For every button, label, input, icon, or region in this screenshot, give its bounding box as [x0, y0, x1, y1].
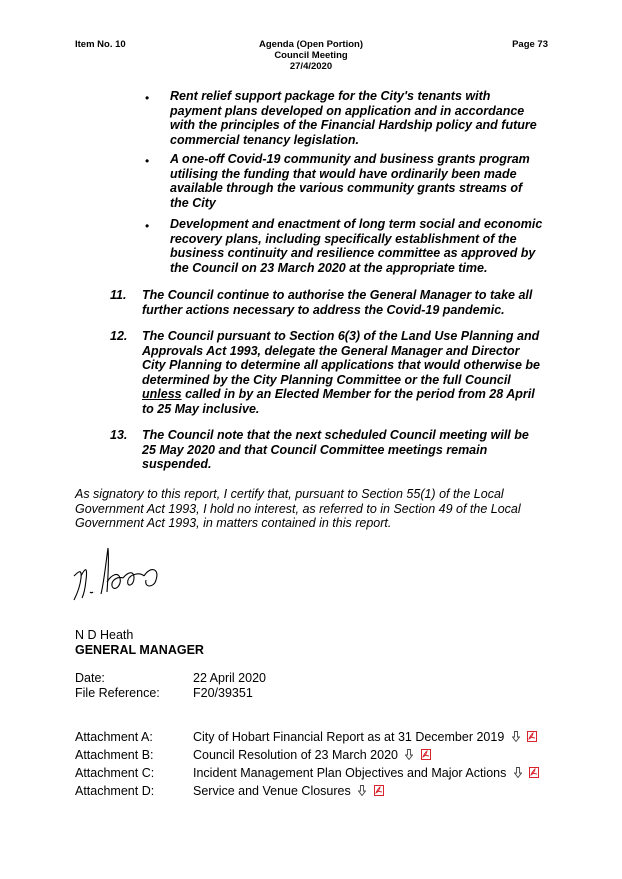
signer-name: N D Heath — [75, 628, 134, 642]
certification-statement — [75, 487, 555, 531]
certification-line: Government Act 1993, I hold no interest, as referred to in Section 49 of the Local — [75, 501, 521, 516]
attachment-title[interactable]: City of Hobart Financial Report as at 31 December 2019 — [193, 730, 505, 744]
bullet-rent-relief — [170, 89, 550, 147]
bullet-line: recovery plans, including specifically establishment of the — [170, 231, 517, 246]
attachment-label: Attachment B: — [75, 748, 154, 762]
date-label: Date: — [75, 671, 105, 685]
header-center — [211, 39, 411, 72]
resolution-line: 25 May 2020 and that Council Committee meetings remain — [142, 442, 488, 457]
resolution-line: further actions necessary to address the Covid-19 pandemic. — [142, 302, 505, 317]
underlined-word: unless — [142, 387, 182, 401]
attachment-link[interactable] — [193, 784, 384, 799]
file-reference-value: F20/39351 — [193, 686, 253, 700]
resolution-13 — [142, 428, 562, 472]
attachment-label: Attachment C: — [75, 766, 155, 780]
bullet-dot: • — [145, 154, 150, 168]
resolution-line: suspended. — [142, 457, 212, 471]
resolution-line: to 25 May inclusive. — [142, 401, 260, 416]
bullet-line: payment plans developed on application and in accordance — [170, 103, 525, 118]
bullet-line: commercial tenancy legislation. — [170, 132, 359, 147]
header-date: 27/4/2020 — [289, 61, 333, 72]
header-meeting: Council Meeting — [274, 50, 348, 61]
resolution-line: The Council continue to authorise the General Manager to take all — [142, 288, 533, 302]
attachment-title[interactable]: Incident Management Plan Objectives and Major Actions — [193, 766, 507, 780]
header-page-number: Page 73 — [512, 39, 548, 50]
bullet-line: the Council on 23 March 2020 at the appropriate time. — [170, 260, 488, 275]
file-reference-label: File Reference: — [75, 686, 160, 700]
signature-image — [68, 542, 168, 604]
pdf-icon[interactable] — [529, 767, 539, 778]
attachment-link[interactable] — [193, 730, 537, 745]
pdf-icon[interactable] — [374, 785, 384, 796]
bullet-dot: • — [145, 91, 150, 105]
certification-line: As signatory to this report, I certify that, pursuant to Section 55(1) of the Local — [75, 487, 504, 501]
resolution-line: The Council pursuant to Section 6(3) of the Land Use Planning and — [142, 329, 540, 343]
date-value: 22 April 2020 — [193, 671, 266, 685]
attachment-title[interactable]: Council Resolution of 23 March 2020 — [193, 748, 398, 762]
download-arrow-icon[interactable] — [358, 785, 366, 796]
bullet-line: utilising the funding that would have ordinarily been made — [170, 166, 517, 181]
resolution-line: determined by the City Planning Committee or the full Council — [142, 372, 511, 387]
pdf-icon[interactable] — [527, 731, 537, 742]
attachment-label: Attachment A: — [75, 730, 153, 744]
attachment-link[interactable] — [193, 748, 431, 763]
resolution-line: City Planning to determine all applications that would otherwise be — [142, 358, 540, 372]
bullet-line: business continuity and resilience committee as approved by — [170, 246, 536, 260]
pdf-icon[interactable] — [421, 749, 431, 760]
bullet-grants-program — [170, 152, 550, 210]
bullet-line: Rent relief support package for the City's tenants with — [170, 89, 491, 103]
resolution-line: The Council note that the next scheduled Council meeting will be — [142, 428, 529, 442]
resolution-11 — [142, 288, 562, 317]
download-arrow-icon[interactable] — [512, 731, 520, 742]
bullet-dot: • — [145, 219, 150, 233]
attachment-label: Attachment D: — [75, 784, 155, 798]
certification-line: Government Act 1993, in matters contained in this report. — [75, 516, 392, 530]
header-item-number: Item No. 10 — [75, 39, 126, 50]
bullet-line: with the principles of the Financial Hardship policy and future — [170, 118, 537, 132]
resolution-number: 13. — [110, 428, 128, 442]
bullet-line: A one-off Covid-19 community and business grants program — [170, 152, 530, 166]
bullet-line: the City — [170, 195, 216, 210]
resolution-line-rest: called in by an Elected Member for the period from 28 April — [181, 387, 535, 401]
resolution-12 — [142, 329, 562, 416]
resolution-line: Approvals Act 1993, delegate the General Manager and Director — [142, 343, 520, 358]
attachment-title[interactable]: Service and Venue Closures — [193, 784, 351, 798]
download-arrow-icon[interactable] — [514, 767, 522, 778]
resolution-line — [142, 387, 562, 402]
resolution-number: 11. — [110, 288, 127, 302]
attachment-link[interactable] — [193, 766, 539, 781]
download-arrow-icon[interactable] — [405, 749, 413, 760]
bullet-line: Development and enactment of long term social and economic — [170, 217, 543, 231]
bullet-recovery-plans — [170, 217, 550, 275]
resolution-number: 12. — [110, 329, 128, 343]
header-agenda-portion: Agenda (Open Portion) — [259, 39, 363, 50]
signer-title: GENERAL MANAGER — [75, 643, 204, 657]
bullet-line: available through the various community grants streams of — [170, 181, 523, 195]
